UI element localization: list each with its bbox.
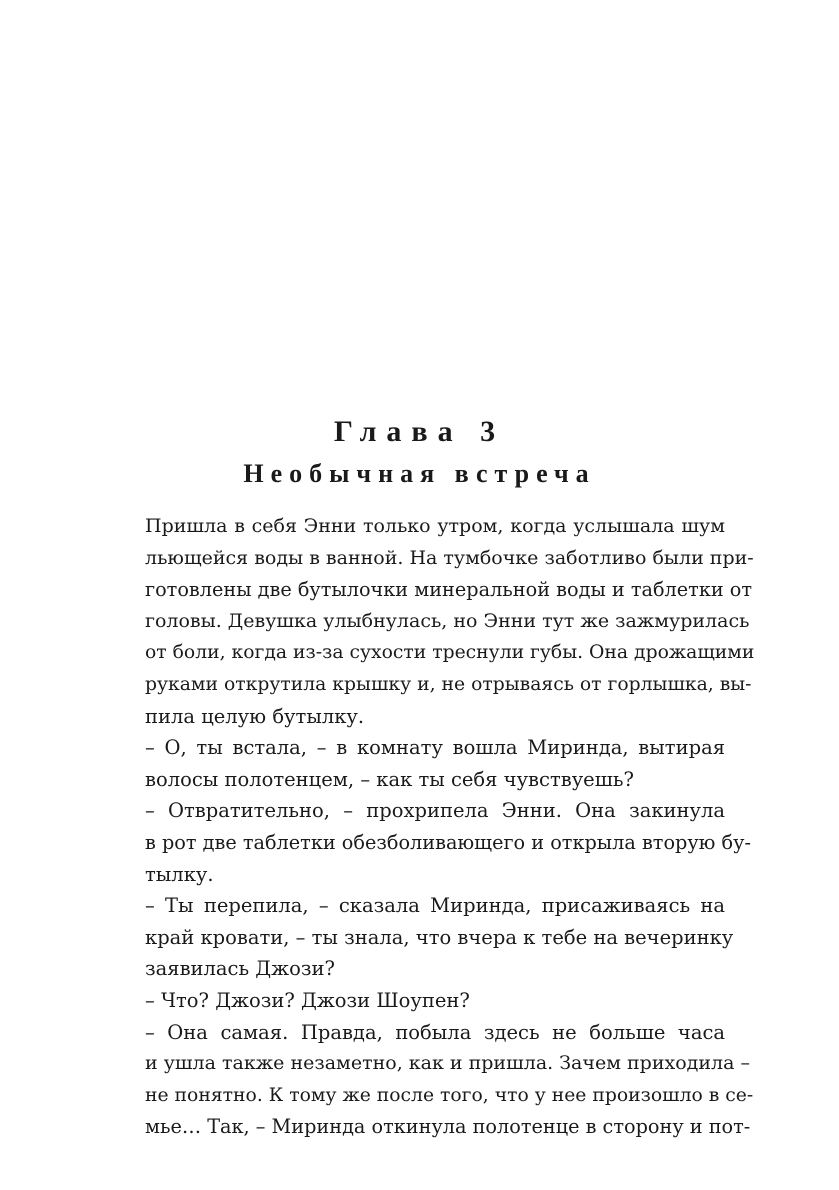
text-line: тылку. (145, 862, 214, 886)
text-line: в рот две таблетки обезболивающего и открыла вторую бу- (145, 830, 751, 854)
paragraph (115, 732, 725, 795)
text-line: мье… Так, – Миринда откинула полотенце в сторону и пот- (145, 1115, 751, 1139)
paragraph (115, 511, 755, 732)
paragraph (115, 985, 725, 1017)
text-line: льющейся воды в ванной. На тумбочке заботливо были при- (145, 546, 754, 569)
text-line: пила целую бутылку. (145, 704, 365, 728)
text-line: от боли, когда из-за сухости треснули губы. Она дрожащими (145, 642, 755, 664)
text-line: заявилась Джози? (145, 957, 335, 981)
text-line: край кровати, – ты знала, что вчера к тебе на вечеринку (145, 925, 734, 949)
text-line: – Что? Джози? Джози Шоупен? (145, 988, 470, 1012)
paragraph (115, 890, 734, 985)
text-line: не понятно. К тому же после того, что у нее произошло в се- (145, 1084, 754, 1106)
chapter-number: Глава 3 (333, 415, 506, 448)
text-line: – Ты перепила, – сказала Миринда, присаживаясь на (145, 894, 725, 918)
text-line: руками открутила крышку и, не отрываясь от горлышка, вы- (145, 673, 752, 695)
text-line: – Она самая. Правда, побыла здесь не больше часа (145, 1020, 725, 1044)
text-line: готовлены две бутылочки минеральной воды и таблетки от (145, 578, 753, 602)
chapter-body (115, 511, 755, 1143)
paragraph (115, 1017, 754, 1143)
paragraph (115, 795, 751, 890)
text-line: головы. Девушка улыбнулась, но Энни тут же зажмурилась (145, 609, 750, 632)
text-line: и ушла также незаметно, как и пришла. Зачем приходила – (145, 1052, 750, 1075)
chapter-title: Необычная встреча (243, 459, 596, 488)
text-line: – О, ты встала, – в комнату вошла Миринда, вытирая (145, 736, 725, 760)
text-line: Пришла в себя Энни только утром, когда услышала шум (145, 515, 725, 537)
text-line: волосы полотенцем, – как ты себя чувствуешь? (145, 767, 634, 791)
text-line: – Отвратительно, – прохрипела Энни. Она закинула (145, 799, 725, 823)
